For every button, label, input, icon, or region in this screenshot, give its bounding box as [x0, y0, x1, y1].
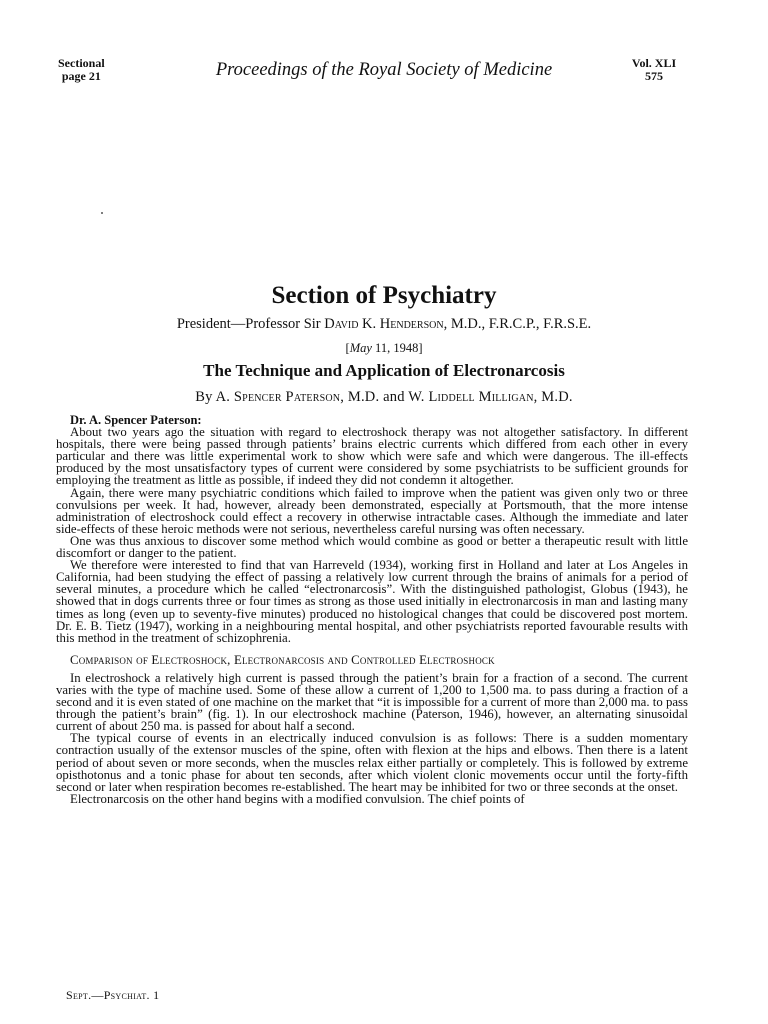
- article-body: [56, 414, 688, 805]
- sectional-page-number: page 21: [61, 69, 101, 83]
- footer-signature: Sept.—Psychiat. 1: [66, 988, 160, 1002]
- president-suffix: , M.D., F.R.C.P., F.R.S.E.: [443, 316, 592, 332]
- date-month: May: [349, 341, 372, 355]
- section-title: Section of Psychiatry: [271, 282, 497, 309]
- paragraph-5: In electroshock a relatively high current is passed through the patient’s brain for a fraction of a second. The current varies with the type of machine used. Some of these allow a current of 1,200 to 1,500 ma. to pass during a fraction of a second and it is even stated of one machine on the market that “it is impossible for a current of more than 2,000 ma. to pass through the patient’s brain” (fig. 1). In our electroshock machine (Paterson, 1946), however, an alternating sinusoidal current of about 250 ma. is passed for about half a second.: [56, 670, 688, 734]
- author-1: Spencer Paterson: [233, 389, 341, 405]
- president-line: [0, 316, 768, 333]
- date-rest: 11, 1948]: [371, 341, 423, 355]
- date-open-bracket: [: [345, 341, 350, 355]
- author-2: Liddell Milligan: [428, 389, 534, 405]
- byline-by: By A.: [195, 389, 234, 405]
- paragraph-3: One was thus anxious to discover some method which would combine as good or better a therapeutic result with little discomfort or danger to the patient.: [56, 533, 688, 561]
- paragraph-2: Again, there were many psychiatric conditions which failed to improve when the patient was given only two or three convulsions per week. It had, however, already been demonstrated, especially at Portsmouth, that the more intense administration of electroshock could effect a recovery in otherwise intractable cases. Although the immediate and later side-effects of these heroic methods were not serious, nevertheless careful nursing was often necessary.: [56, 485, 688, 536]
- paragraph-1: About two years ago the situation with regard to electroshock therapy was not altogether satisfactory. In different hospitals, there were being passed through patients’ brains electric currents which differed from each other in every particular and there was little experimental work to show which were safe and which were dangerous. The ill-effects produced by the most unsatisfactory types of current were considered by some psychiatrists to be sufficient grounds for employing the treatment as little as possible, if indeed they did not condemn it altogether.: [56, 425, 688, 488]
- volume-label: [618, 57, 690, 83]
- byline: [0, 389, 768, 406]
- author-1-degree: , M.D. and W.: [340, 389, 429, 405]
- meeting-date: [0, 341, 768, 356]
- page-number: 575: [645, 69, 663, 83]
- stray-mark: [101, 212, 103, 214]
- president-prefix: President—Professor Sir: [176, 316, 325, 332]
- paper-title: The Technique and Application of Electronarcosis: [203, 361, 565, 380]
- paragraph-4: We therefore were interested to find that van Harreveld (1934), working first in Holland and later at Los Angeles in California, had been studying the effect of passing a relatively low current through the brains of animals for a period of several minutes, a procedure which he called “electronarcosis”. With the distinguished pathologist, Globus (1943), he showed that in dogs currents three or four times as strong as those used initially in electronarcosis in man and lasting many times as long (even up to seventy-five minutes) produced no histological changes that could be discovered post mortem. Dr. E. B. Tietz (1947), working in a neighbouring mental hospital, and other psychiatrists reported favourable results with this method in the treatment of schizophrenia.: [56, 558, 688, 645]
- author-2-degree: , M.D.: [533, 389, 573, 405]
- subheading: Comparison of Electroshock, Electronarcosis and Controlled Electroshock: [70, 652, 495, 667]
- president-name: David K. Henderson: [324, 316, 444, 332]
- paragraph-6: The typical course of events in an electrically induced convulsion is as follows: There is a sudden momentary contraction usually of the extensor muscles of the spine, often with flexion at the hips and elbows. Then there is a latent period of about seven or more seconds, when the muscles relax either partially or completely. This is followed by extreme opisthotonus and a tonic phase for about ten seconds, after which violent clonic movements occur until the forty-fifth second or later when respiration becomes re-established. The heart may be inhibited for two or three seconds at the onset.: [56, 731, 688, 794]
- paragraph-7: Electronarcosis on the other hand begins with a modified convulsion. The chief points of: [70, 791, 525, 806]
- speaker-heading: Dr. A. Spencer Paterson:: [70, 413, 202, 427]
- journal-title: Proceedings of the Royal Society of Medicine: [215, 60, 553, 80]
- sectional-label: Sectional: [58, 56, 105, 70]
- volume-number: Vol. XLI: [631, 56, 677, 70]
